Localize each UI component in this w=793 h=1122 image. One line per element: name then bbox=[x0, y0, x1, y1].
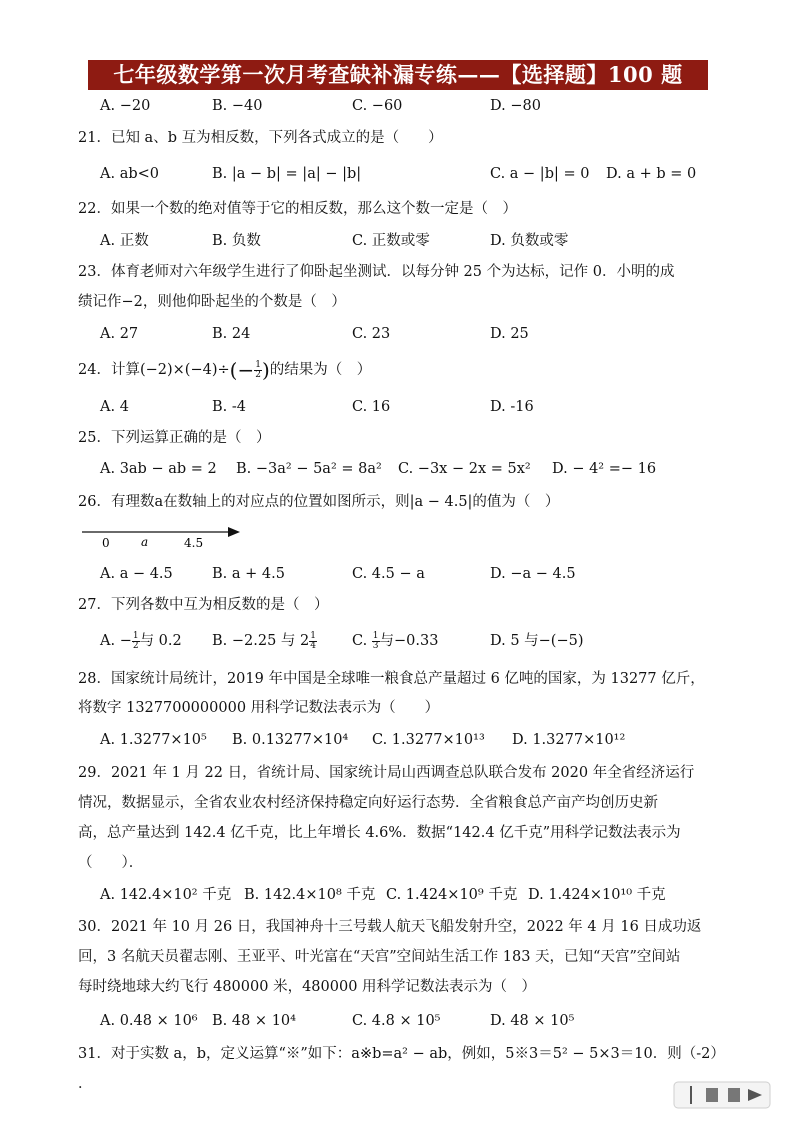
question-24-stem-end: 的结果为（ ） bbox=[269, 362, 372, 378]
option-d: D. 1.3277×10¹² bbox=[512, 732, 626, 748]
option-d: D. 负数或零 bbox=[490, 233, 569, 249]
fraction-denominator: 2 bbox=[132, 640, 139, 651]
question-31-line-2: ． bbox=[78, 1076, 93, 1092]
option-d: D. − 4² =− 16 bbox=[552, 461, 657, 477]
question-26: 26．有理数a在数轴上的对应点的位置如图所示，则|a − 4.5|的值为（ ） bbox=[78, 494, 560, 510]
question-30-line-1: 30．2021 年 10 月 26 日，我国神舟十三号载人航天飞船发射升空，2022 年 4 月 16 日成功返 bbox=[78, 919, 702, 935]
fraction bbox=[372, 632, 380, 651]
option-a: A. 正数 bbox=[100, 233, 149, 249]
option-b: B. 48 × 10⁴ bbox=[212, 1013, 296, 1029]
question-27: 27．下列各数中互为相反数的是（ ） bbox=[78, 597, 329, 613]
option-b: B. 0.13277×10⁴ bbox=[232, 732, 349, 748]
fraction-numerator: 1 bbox=[255, 359, 261, 370]
question-28-line-1: 28．国家统计局统计，2019 年中国是全球唯一粮食总产量超过 6 亿吨的国家，为 13277 亿斤， bbox=[78, 671, 705, 687]
option-a: A. ab<0 bbox=[100, 166, 159, 182]
option-c: C. 4.5 − a bbox=[352, 566, 425, 582]
fraction bbox=[309, 632, 317, 651]
question-23-line-2: 绩记作−2，则他仰卧起坐的个数是（ ） bbox=[78, 294, 346, 310]
axis-arrow-icon bbox=[228, 527, 240, 537]
option-d: D. 48 × 10⁵ bbox=[490, 1013, 575, 1029]
option-a bbox=[100, 631, 182, 651]
option-a: A. 3ab − ab = 2 bbox=[100, 461, 217, 477]
option-a: A. −20 bbox=[100, 98, 151, 114]
watermark-block bbox=[728, 1088, 740, 1102]
question-22: 22．如果一个数的绝对值等于它的相反数，那么这个数一定是（ ） bbox=[78, 201, 517, 217]
option-d: D. −a − 4.5 bbox=[490, 566, 576, 582]
page-title: 七年级数学第一次月考查缺补漏专练——【选择题】100 题 bbox=[88, 60, 708, 90]
option-d: D. 25 bbox=[490, 326, 529, 342]
fraction bbox=[254, 361, 262, 380]
question-30-line-3: 每时绕地球大约飞行 480000 米，480000 用科学记数法表示为（ ） bbox=[78, 979, 537, 995]
option-a-suffix: 与 0.2 bbox=[139, 633, 182, 649]
option-c: C. 1.3277×10¹³ bbox=[372, 732, 485, 748]
watermark-bar bbox=[690, 1086, 692, 1104]
watermark-block bbox=[706, 1088, 718, 1102]
number-line bbox=[80, 520, 250, 560]
option-c: C. 1.424×10⁹ 千克 bbox=[386, 887, 518, 903]
option-d: D. a + b = 0 bbox=[606, 166, 697, 182]
question-29-line-2: 情况，数据显示，全省农业农村经济保持稳定向好运行态势．全省粮食总产亩产均创历史新 bbox=[78, 795, 658, 811]
option-a-prefix: A. − bbox=[100, 633, 132, 649]
option-b: B. 142.4×10⁸ 千克 bbox=[244, 887, 376, 903]
option-d: D. 1.424×10¹⁰ 千克 bbox=[528, 887, 666, 903]
question-21: 21．已知 a、b 互为相反数，下列各式成立的是（ ） bbox=[78, 130, 443, 146]
axis-label-a: a bbox=[141, 535, 149, 549]
option-a: A. 0.48 × 10⁶ bbox=[100, 1013, 198, 1029]
axis-label-zero: 0 bbox=[102, 536, 110, 550]
option-c bbox=[352, 631, 438, 651]
option-a: A. 4 bbox=[100, 399, 129, 415]
option-d: D. -16 bbox=[490, 399, 534, 415]
option-b: B. a + 4.5 bbox=[212, 566, 285, 582]
option-a: A. 27 bbox=[100, 326, 139, 342]
question-28-line-2: 将数字 1327700000000 用科学记数法表示为（ ） bbox=[78, 700, 440, 716]
option-c-suffix: 与−0.33 bbox=[379, 633, 439, 649]
option-b: B. -4 bbox=[212, 399, 246, 415]
option-b: B. 24 bbox=[212, 326, 251, 342]
option-c: C. 4.8 × 10⁵ bbox=[352, 1013, 441, 1029]
option-b: B. |a − b| = |a| − |b| bbox=[212, 166, 362, 182]
option-b-prefix: B. −2.25 与 2 bbox=[212, 633, 310, 649]
option-a: A. 142.4×10² 千克 bbox=[100, 887, 232, 903]
fraction-numerator: 1 bbox=[132, 630, 139, 641]
question-24-stem-start: 24．计算(−2)×(−4)÷ bbox=[78, 362, 230, 378]
fraction-numerator: 1 bbox=[310, 630, 316, 641]
option-c: C. 23 bbox=[352, 326, 391, 342]
watermark-icon bbox=[672, 1080, 772, 1110]
option-a: A. a − 4.5 bbox=[100, 566, 173, 582]
option-c-prefix: C. bbox=[352, 633, 372, 649]
option-a: A. 1.3277×10⁵ bbox=[100, 732, 207, 748]
option-c: C. −60 bbox=[352, 98, 403, 114]
question-31-line-1: 31．对于实数 a，b，定义运算“※”如下：a※b=a² − ab，例如，5※3＝5² − 5×3＝10．则（-2） bbox=[78, 1046, 725, 1062]
paren-close: ) bbox=[261, 358, 270, 382]
fraction bbox=[132, 632, 140, 651]
option-c: C. 正数或零 bbox=[352, 233, 430, 249]
option-c: C. −3x − 2x = 5x² bbox=[398, 461, 531, 477]
option-d: D. −80 bbox=[490, 98, 541, 114]
question-29-line-4: （ ）． bbox=[78, 855, 144, 871]
option-d: D. 5 与−(−5) bbox=[490, 633, 584, 649]
fraction-numerator: 1 bbox=[372, 630, 379, 641]
question-29-line-3: 高，总产量达到 142.4 亿千克，比上年增长 4.6%．数据“142.4 亿千克”用科学记数法表示为 bbox=[78, 825, 681, 841]
option-c: C. a − |b| = 0 bbox=[490, 166, 590, 182]
fraction-denominator: 3 bbox=[372, 640, 379, 651]
question-24 bbox=[78, 360, 371, 380]
option-b: B. −40 bbox=[212, 98, 263, 114]
question-30-line-2: 回，3 名航天员翟志刚、王亚平、叶光富在“天宫”空间站生活工作 183 天，已知“天宫”空间站 bbox=[78, 949, 681, 965]
question-29-line-1: 29．2021 年 1 月 22 日，省统计局、国家统计局山西调查总队联合发布 2020 年全省经济运行 bbox=[78, 765, 695, 781]
question-25: 25．下列运算正确的是（ ） bbox=[78, 430, 271, 446]
question-23-line-1: 23．体育老师对六年级学生进行了仰卧起坐测试．以每分钟 25 个为达标，记作 0．小明的成 bbox=[78, 264, 675, 280]
axis-label-four-point-five: 4.5 bbox=[184, 536, 204, 550]
option-b bbox=[212, 631, 317, 651]
option-b: B. −3a² − 5a² = 8a² bbox=[236, 461, 382, 477]
option-c: C. 16 bbox=[352, 399, 391, 415]
fraction-denominator: 2 bbox=[255, 369, 261, 380]
option-b: B. 负数 bbox=[212, 233, 261, 249]
fraction-denominator: 4 bbox=[310, 640, 316, 651]
paren-open: (− bbox=[229, 358, 255, 382]
